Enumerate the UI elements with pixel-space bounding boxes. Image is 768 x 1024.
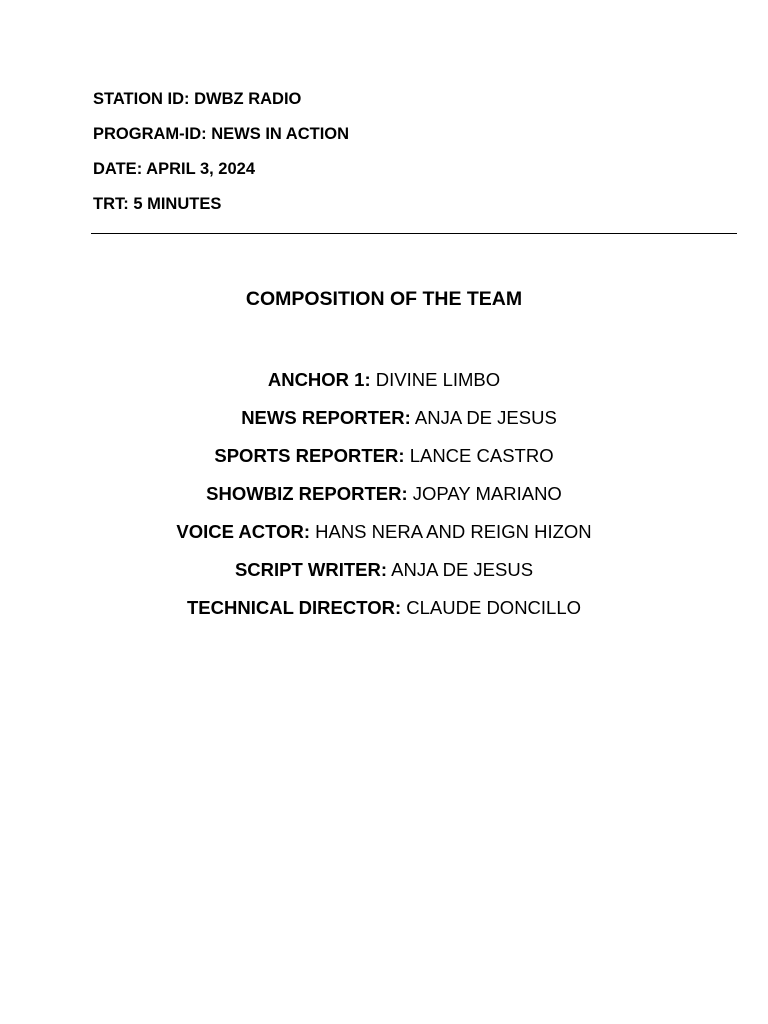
- team-list: [0, 368, 768, 634]
- team-member-sports-reporter: [0, 444, 768, 482]
- team-name: ANJA DE JESUS: [414, 407, 557, 428]
- team-name: DIVINE LIMBO: [375, 369, 501, 390]
- team-role: NEWS REPORTER:: [241, 407, 411, 428]
- team-member-showbiz-reporter: [0, 482, 768, 520]
- team-role: SPORTS REPORTER:: [214, 445, 405, 466]
- team-role: SCRIPT WRITER:: [234, 559, 388, 580]
- team-member-script-writer: [0, 558, 768, 596]
- team-member-voice-actor: [0, 520, 768, 558]
- team-member-news-reporter: [0, 406, 768, 444]
- script-header: [93, 88, 349, 228]
- station-id: STATION ID: DWBZ RADIO: [93, 90, 302, 108]
- team-role: TECHNICAL DIRECTOR:: [186, 597, 402, 618]
- team-name: JOPAY MARIANO: [412, 483, 562, 504]
- section-title: COMPOSITION OF THE TEAM: [245, 288, 523, 310]
- header-divider: [91, 233, 737, 234]
- team-name: CLAUDE DONCILLO: [406, 597, 582, 618]
- team-role: VOICE ACTOR:: [176, 521, 310, 542]
- team-role: ANCHOR 1:: [267, 369, 371, 390]
- team-member-anchor: [0, 368, 768, 406]
- team-role: SHOWBIZ REPORTER:: [206, 483, 408, 504]
- team-name: ANJA DE JESUS: [391, 559, 534, 580]
- total-running-time: TRT: 5 MINUTES: [93, 195, 222, 213]
- team-name: LANCE CASTRO: [409, 445, 554, 466]
- broadcast-date: DATE: APRIL 3, 2024: [93, 160, 255, 178]
- team-name: HANS NERA AND REIGN HIZON: [315, 521, 592, 542]
- program-id: PROGRAM-ID: NEWS IN ACTION: [93, 125, 350, 143]
- team-member-technical-director: [0, 596, 768, 634]
